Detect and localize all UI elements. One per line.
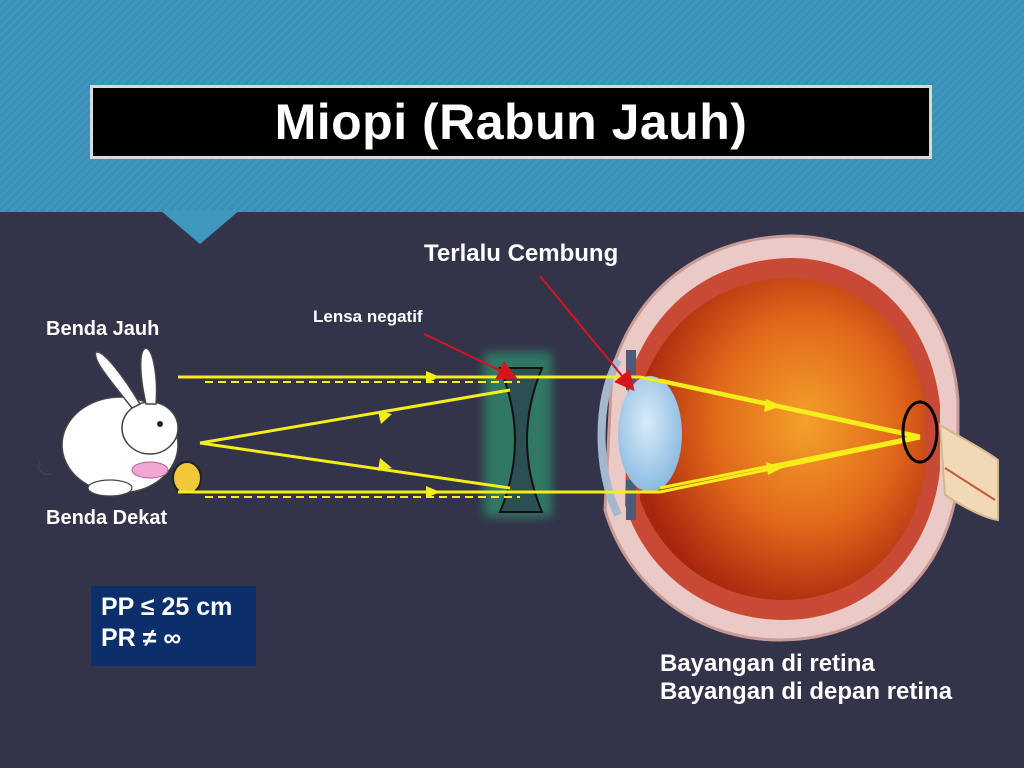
pointer-too-convex [540,276,632,388]
egg-icon [173,462,201,494]
image-in-front-of-retina-label: Bayangan di depan retina [660,678,953,705]
eyeball [602,236,999,640]
far-object-label: Benda Jauh [46,318,160,340]
image-on-retina-label: Bayangan di retina [660,650,875,677]
near-object-label: Benda Dekat [46,507,168,529]
page-title: Miopi (Rabun Jauh) [274,94,748,150]
far-point-text: PR ≠ ∞ [101,624,182,652]
too-convex-label: Terlalu Cembung [424,240,619,267]
near-point-text: PP ≤ 25 cm [101,593,233,621]
near-far-point-box [91,586,256,666]
rabbit-icon [39,348,178,496]
eye-lens [618,376,682,492]
negative-lens-label: Lensa negatif [313,307,423,326]
